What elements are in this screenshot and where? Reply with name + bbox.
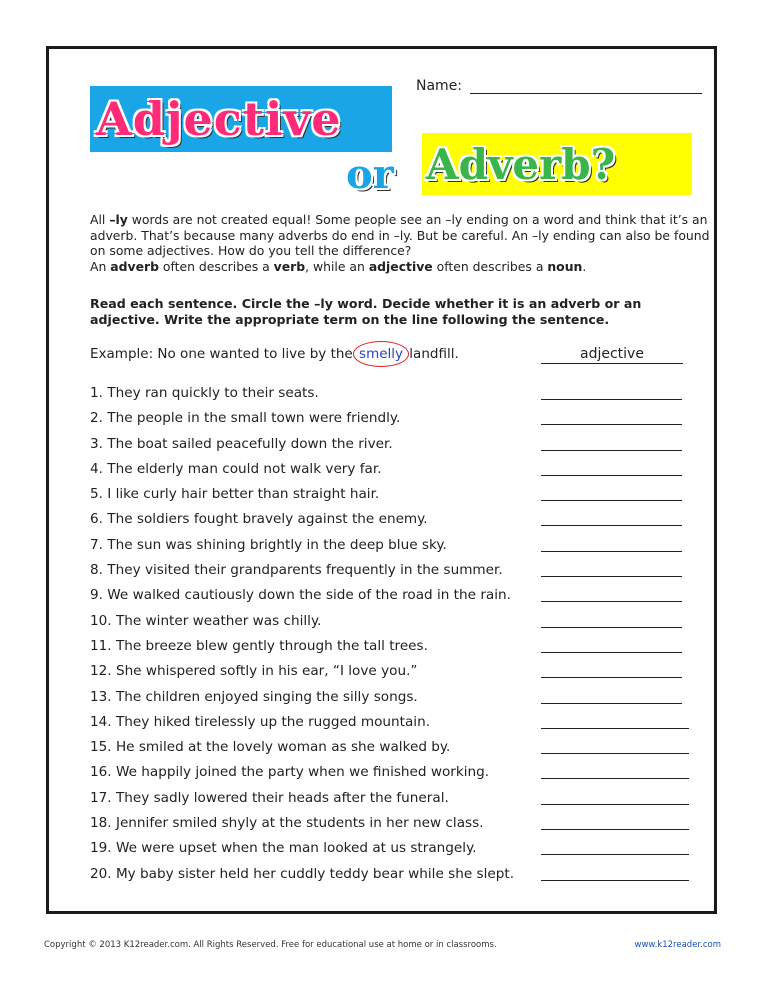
question-row: [90, 558, 690, 583]
answer-line[interactable]: [541, 880, 689, 881]
answer-line[interactable]: [541, 854, 689, 855]
question-row: [90, 406, 690, 431]
intro-paragraph-2: An adverb often describes a verb, while an adjective often describes a noun.: [90, 258, 587, 274]
answer-line[interactable]: [541, 703, 682, 704]
question-row: [90, 583, 690, 608]
question-text: 16. We happily joined the party when we finished working.: [90, 764, 490, 781]
question-list: [90, 381, 690, 887]
question-row: [90, 862, 690, 887]
answer-line[interactable]: [541, 778, 689, 779]
question-row: [90, 609, 690, 634]
question-text: 5. I like curly hair better than straight hair.: [90, 486, 380, 503]
answer-line[interactable]: [541, 525, 682, 526]
title-adverb: Adverb?: [426, 140, 616, 189]
question-text: 4. The elderly man could not walk very far.: [90, 460, 382, 477]
question-row: [90, 811, 690, 836]
answer-line[interactable]: [541, 829, 689, 830]
question-text: 7. The sun was shining brightly in the deep blue sky.: [90, 536, 447, 553]
answer-line[interactable]: [541, 399, 682, 400]
instructions: Read each sentence. Circle the –ly word. Decide whether it is an adverb or an adjective. Write the appropriate term on the line following the sentence.: [90, 296, 642, 327]
answer-line[interactable]: [541, 424, 682, 425]
question-text: 12. She whispered softly in his ear, “I love you.”: [90, 663, 418, 680]
intro-paragraph-1: All –ly words are not created equal! Some people see an –ly ending on a word and think that it’s an adverb. That’s because many adverbs do end in –ly. But be careful. An –ly ending can also be found on some adjectives. How do you tell the difference?: [90, 212, 710, 258]
title-or: or: [346, 151, 394, 198]
example-answer: adjective: [541, 346, 683, 364]
intro-text: [90, 212, 710, 274]
question-text: 17. They sadly lowered their heads after the funeral.: [90, 789, 449, 806]
question-row: [90, 685, 690, 710]
answer-line[interactable]: [541, 551, 682, 552]
question-row: [90, 533, 690, 558]
question-text: 1. They ran quickly to their seats.: [90, 385, 319, 401]
name-line[interactable]: [470, 79, 702, 94]
question-text: 18. Jennifer smiled shyly at the students in her new class.: [90, 815, 484, 832]
question-text: 20. My baby sister held her cuddly teddy bear while she slept.: [90, 865, 515, 882]
question-row: [90, 457, 690, 482]
question-text: 3. The boat sailed peacefully down the river.: [90, 435, 393, 452]
question-text: 6. The soldiers fought bravely against the enemy.: [90, 511, 428, 528]
answer-line[interactable]: [541, 627, 682, 628]
question-text: 10. The winter weather was chilly.: [90, 612, 322, 629]
answer-line[interactable]: [541, 677, 682, 678]
question-row: [90, 659, 690, 684]
answer-line[interactable]: [541, 804, 689, 805]
question-row: [90, 381, 690, 406]
answer-line[interactable]: [541, 728, 689, 729]
question-row: [90, 735, 690, 760]
question-row: [90, 760, 690, 785]
answer-line[interactable]: [541, 500, 682, 501]
name-label: Name:: [416, 78, 463, 94]
question-row: [90, 507, 690, 532]
question-text: 8. They visited their grandparents frequently in the summer.: [90, 562, 503, 579]
title-adjective: Adjective: [96, 92, 342, 146]
question-row: [90, 710, 690, 735]
question-text: 11. The breeze blew gently through the tall trees.: [90, 637, 428, 654]
question-text: 2. The people in the small town were friendly.: [90, 410, 401, 427]
question-text: 15. He smiled at the lovely woman as she walked by.: [90, 739, 451, 756]
answer-line[interactable]: [541, 576, 682, 577]
question-row: [90, 482, 690, 507]
question-row: [90, 432, 690, 457]
example-sentence: Example: No one wanted to live by the smelly landfill.: [90, 346, 459, 362]
question-row: [90, 786, 690, 811]
question-text: 9. We walked cautiously down the side of the road in the rain.: [90, 587, 511, 604]
website-link[interactable]: www.k12reader.com: [634, 940, 721, 950]
question-row: [90, 836, 690, 861]
answer-line[interactable]: [541, 753, 689, 754]
name-field-row: [416, 78, 702, 94]
answer-line[interactable]: [541, 450, 682, 451]
copyright: Copyright © 2013 K12reader.com. All Rights Reserved. Free for educational use at home or in classrooms.: [44, 940, 497, 950]
answer-line[interactable]: [541, 652, 682, 653]
question-row: [90, 634, 690, 659]
answer-line[interactable]: [541, 601, 682, 602]
question-text: 19. We were upset when the man looked at us strangely.: [90, 840, 477, 857]
circled-word: smelly: [359, 346, 404, 362]
question-text: 14. They hiked tirelessly up the rugged mountain.: [90, 713, 431, 730]
question-text: 13. The children enjoyed singing the silly songs.: [90, 688, 418, 705]
answer-line[interactable]: [541, 475, 682, 476]
